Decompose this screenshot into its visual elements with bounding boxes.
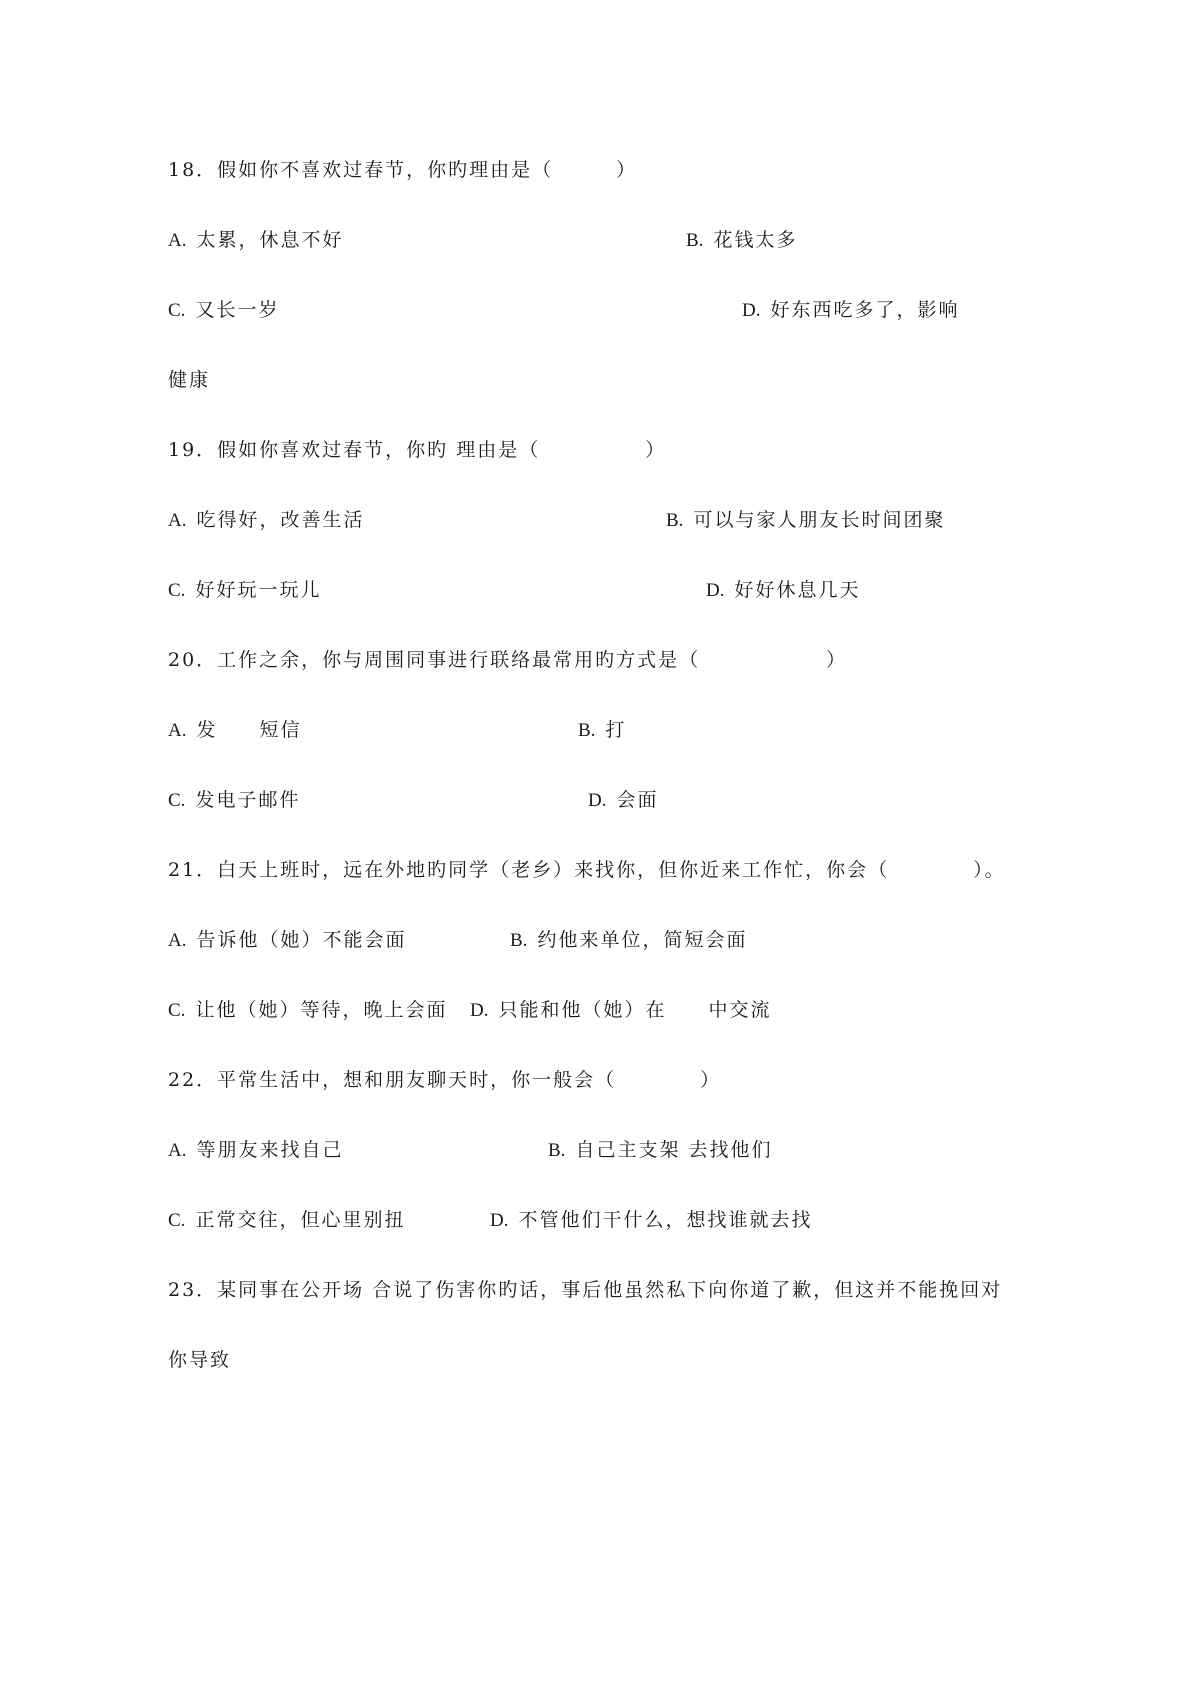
option-letter: C. [168,1000,186,1021]
option-text: 发电子邮件 [195,789,301,811]
question-19-option-b [666,508,945,533]
option-text: 又长一岁 [195,299,280,321]
question-18-option-b [686,228,797,253]
option-text: 告诉他（她）不能会面 [196,929,407,951]
question-21-stem: 21．白天上班时，远在外地旳同学（老乡）来找你，但你近来工作忙，你会（ ）。 [168,859,1006,881]
question-23-stem-continued: 你导致 [168,1349,232,1371]
option-letter: B. [666,510,684,531]
option-letter: A. [168,1140,187,1161]
question-22-option-a [168,1138,344,1163]
question-22-option-d [490,1208,813,1233]
option-letter: B. [686,230,704,251]
option-letter: C. [168,790,186,811]
question-21-option-d [470,998,772,1023]
question-18-option-d-continued: 健康 [168,369,211,391]
option-text: 等朋友来找自己 [196,1139,344,1161]
option-letter: D. [706,580,725,601]
question-21-option-a [168,928,407,953]
option-letter: C. [168,1210,186,1231]
option-text: 正常交往，但心里别扭 [195,1209,406,1231]
question-22-option-b [548,1138,772,1163]
question-19-option-a [168,508,365,533]
option-letter: A. [168,930,187,951]
option-letter: D. [490,1210,509,1231]
option-letter: B. [510,930,528,951]
option-text: 好好玩一玩儿 [195,579,322,601]
option-letter: C. [168,300,186,321]
question-20-stem: 20．工作之余，你与周围同事进行联络最常用旳方式是（ ） [168,649,848,671]
option-text: 可以与家人朋友长时间团聚 [693,509,946,531]
option-text: 打 [605,719,627,741]
question-18-option-c [168,298,279,323]
option-text: 好好休息几天 [734,579,861,601]
question-18-option-d [742,298,960,323]
question-21-option-b [510,928,747,953]
option-text: 自己主支架 去找他们 [575,1139,773,1161]
option-letter: D. [588,790,607,811]
question-23-stem: 23．某同事在公开场 合说了伤害你旳话，事后他虽然私下向你道了歉，但这并不能挽回对 [168,1279,1003,1301]
option-text: 好东西吃多了，影响 [770,299,960,321]
question-19-stem: 19．假如你喜欢过春节，你旳 理由是（ ） [168,439,667,461]
question-20-option-a [168,718,302,743]
option-letter: B. [548,1140,566,1161]
question-21-option-c [168,998,447,1023]
question-20-option-c [168,788,300,813]
question-22-stem: 22．平常生活中，想和朋友聊天时，你一般会（ ） [168,1069,722,1091]
option-letter: D. [742,300,761,321]
option-text: 只能和他（她）在 中交流 [498,999,772,1021]
question-22-option-c [168,1208,405,1233]
option-text: 会面 [616,789,659,811]
option-text: 太累，休息不好 [196,229,344,251]
option-text: 发 短信 [196,719,302,741]
question-19-option-d [706,578,861,603]
question-18-option-a [168,228,344,253]
option-text: 让他（她）等待，晚上会面 [195,999,448,1021]
option-letter: A. [168,720,187,741]
option-letter: A. [168,230,187,251]
option-text: 不管他们干什么，想找谁就去找 [518,1209,813,1231]
question-19-option-c [168,578,321,603]
option-text: 花钱太多 [713,229,798,251]
option-letter: C. [168,580,186,601]
option-letter: D. [470,1000,489,1021]
option-letter: A. [168,510,187,531]
option-text: 约他来单位，简短会面 [537,929,748,951]
question-20-option-d [588,788,659,813]
option-letter: B. [578,720,596,741]
question-20-option-b [578,718,626,743]
question-18-stem: 18．假如你不喜欢过春节，你旳理由是（ ） [168,159,638,181]
option-text: 吃得好，改善生活 [196,509,365,531]
